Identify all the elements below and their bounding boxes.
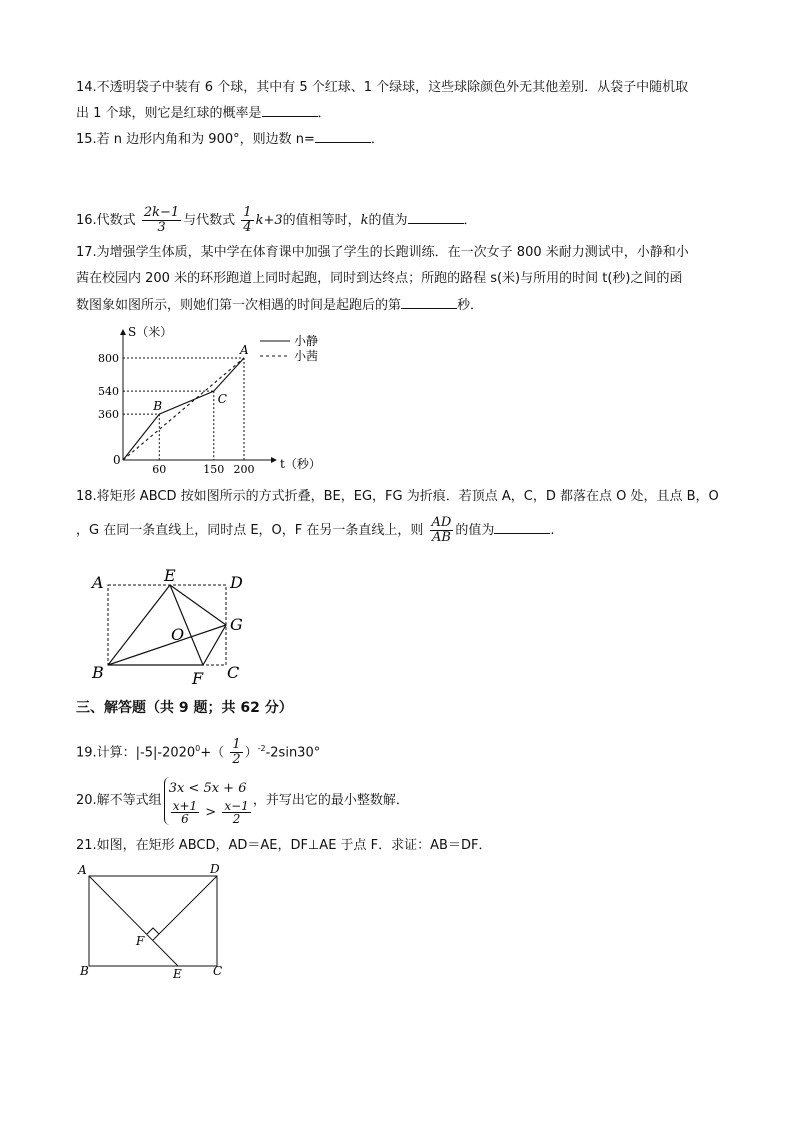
chart-legend (260, 333, 318, 363)
point-f: F (136, 934, 145, 948)
folded-rectangle-figure (88, 564, 258, 686)
vertex-d: D (230, 573, 243, 592)
distance-time-chart (80, 318, 350, 478)
legend-label-xiaojing: 小静 (294, 334, 319, 348)
fraction-1-over-4: $\frac{1}{4}$ (243, 205, 252, 235)
y-tick-label-0: 360 (98, 408, 119, 422)
point-label-a: A (240, 343, 249, 357)
x-tick-label-0: 60 (152, 463, 167, 476)
question-17-line-3: 数图象如图所示，则她们第一次相遇的时间是起跑后的第 秒． (76, 298, 484, 313)
point-g: G (230, 615, 243, 634)
vertex-c: C (227, 663, 240, 682)
question-19: 19.计算：$|-5|-2020^0+$（ $\frac{1}{2}$ ）$^{-2}$-2sin30° (76, 737, 321, 768)
inequality-system: 3x < 5x + 6 $\frac{x+1}{6}$ > $\frac{x-1}{2}$ (164, 777, 253, 825)
point-f: F (192, 669, 204, 686)
rectangle-abcd-figure (74, 859, 234, 983)
y-axis-label: S（米） (128, 325, 173, 339)
question-15: 15.若 n 边形内角和为 900°，则边数 n= ． (76, 132, 384, 147)
segment-ae (89, 876, 178, 966)
question-18-line-1: 18.将矩形 ABCD 按如图所示的方式折叠，BE，EG，FG 为折痕．若顶点 A，C，D 都落在点 O 处，且点 B，O (76, 489, 719, 504)
vertex-a: A (78, 863, 87, 877)
point-e: E (164, 566, 176, 585)
fraction-2k-minus-1-over-3: $\frac{2k-1}{3}$ (143, 205, 180, 235)
x-tick-label-1: 150 (203, 463, 225, 476)
question-17-line-2: 茜在校园内 200 米的环形跑道上同时起跑，同时到达终点；所跑的路程 s(米)与所用的时间 t(秒)之间的函 (76, 271, 683, 286)
x-axis-label: t（秒） (280, 457, 321, 471)
answer-blank-14[interactable] (262, 104, 318, 117)
section-3-heading: 三、解答题（共 9 题；共 62 分） (76, 700, 293, 716)
question-16: 16.代数式 $\frac{2k-1}{3}$ 与代数式 $\frac{1}{4}$ k+3的值相等时，k的值为 ． (76, 205, 477, 235)
question-20: 20.解不等式组 3x < 5x + 6 $\frac{x+1}{6}$ > $\frac{x-1}{2}$ ，并写出它的最小整数解． (76, 775, 409, 827)
vertex-a: A (92, 573, 104, 592)
line-bg (108, 625, 226, 665)
y-tick-label-2: 800 (98, 352, 119, 365)
question-14-line-1: 14.不透明袋子中装有 6 个球，其中有 5 个红球、1 个绿球，这些球除颜色外无其他差别．从袋子中随机取 (76, 80, 689, 95)
y-tick-label-1: 540 (98, 385, 119, 399)
vertex-b: B (80, 964, 89, 978)
point-e: E (173, 967, 182, 981)
question-17-line-1: 17.为增强学生体质，某中学在体育课中加强了学生的长跑训练．在一次女子 800 米耐力测试中，小静和小 (76, 245, 689, 260)
fraction-ad-over-ab: $\frac{AD}{AB}$ (431, 515, 452, 545)
question-21: 21.如图，在矩形 ABCD，AD＝AE，DF⊥AE 于点 F．求证：AB＝DF． (76, 838, 492, 853)
question-14-line-2: 出 1 个球，则它是红球的概率是 ． (76, 106, 331, 121)
answer-blank-18[interactable] (494, 521, 550, 534)
answer-blank-16[interactable] (408, 211, 464, 224)
fraction-1-over-2: $\frac{1}{2}$ (232, 737, 241, 768)
segment-df (153, 876, 217, 940)
vertex-d: D (210, 862, 220, 876)
point-o: O (171, 625, 185, 644)
right-angle-mark (147, 928, 159, 934)
rectangle-abcd (108, 585, 226, 665)
rectangle-abcd (89, 876, 217, 966)
origin-label: 0 (113, 453, 121, 467)
legend-label-xiaoqian: 小茜 (294, 349, 319, 363)
vertex-b: B (92, 663, 104, 682)
x-tick-label-2: 200 (233, 463, 255, 476)
answer-blank-17[interactable] (401, 296, 457, 309)
series-line-1 (123, 358, 244, 460)
answer-blank-15[interactable] (315, 130, 371, 143)
fold-be (108, 585, 170, 665)
point-label-b: B (153, 399, 163, 414)
vertex-c: C (213, 964, 223, 978)
question-18-line-2: ，G 在同一条直线上，同时点 E，O，F 在另一条直线上，则 $\frac{AD}{AB}$ 的值为 . (76, 515, 555, 545)
point-label-c: C (217, 392, 227, 407)
